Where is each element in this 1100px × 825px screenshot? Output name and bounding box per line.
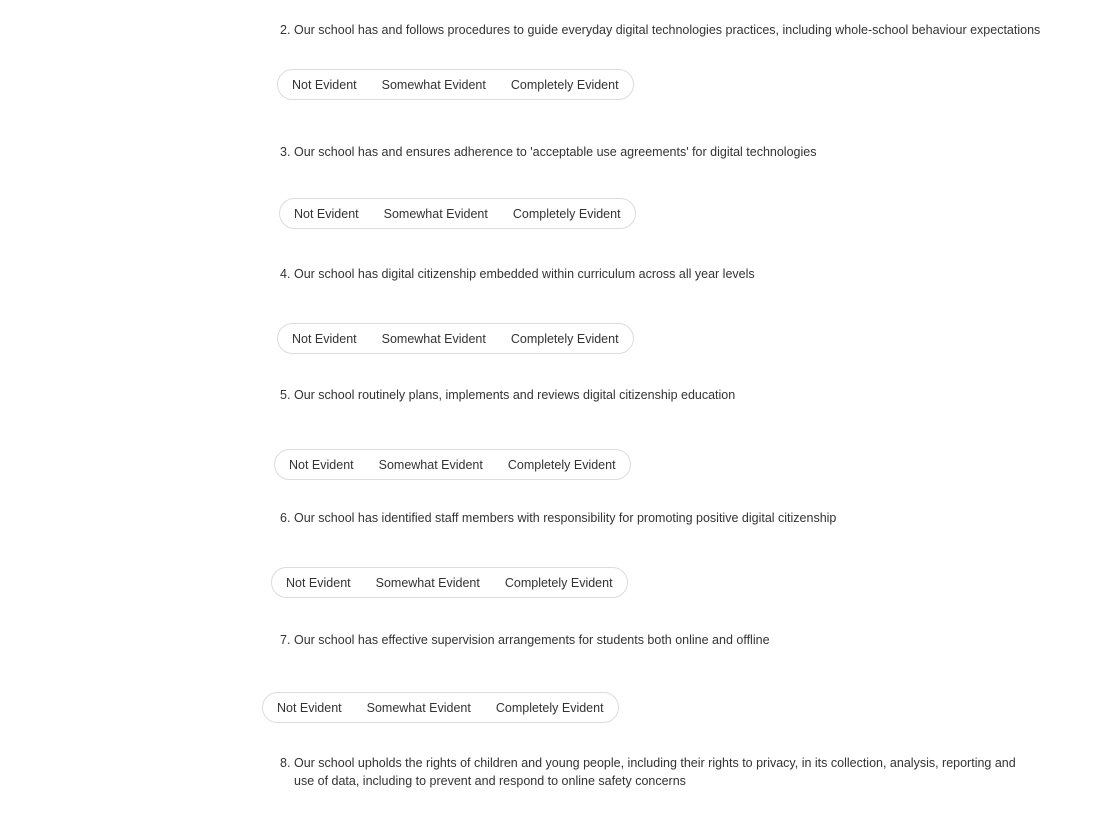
rating-group-q7 [262,692,619,723]
question-number: 4. [280,267,291,281]
question-text: Our school routinely plans, implements and reviews digital citizenship education [294,388,736,402]
question-text: Our school has digital citizenship embedded within curriculum across all year levels [294,267,755,281]
question-number: 3. [280,145,291,159]
option-not-evident[interactable]: Not Evident [289,457,354,472]
question-4 [280,265,1060,283]
question-text: Our school has effective supervision arrangements for students both online and offline [294,633,770,647]
rating-group-q3 [279,198,636,229]
question-text: Our school has and follows procedures to guide everyday digital technologies practices, including whole-school behaviour expectations [294,23,1041,37]
question-text: Our school has identified staff members with responsibility for promoting positive digital citizenship [294,511,837,525]
rating-group-q4 [277,323,634,354]
option-somewhat-evident[interactable]: Somewhat Evident [381,331,486,346]
option-completely-evident[interactable]: Completely Evident [504,575,613,590]
option-completely-evident[interactable]: Completely Evident [510,331,619,346]
question-6 [280,509,1060,527]
option-not-evident[interactable]: Not Evident [292,77,357,92]
option-not-evident[interactable]: Not Evident [286,575,351,590]
option-somewhat-evident[interactable]: Somewhat Evident [378,457,483,472]
question-number: 6. [280,511,291,525]
option-completely-evident[interactable]: Completely Evident [510,77,619,92]
question-number: 5. [280,388,291,402]
question-7 [280,631,1060,649]
option-completely-evident[interactable]: Completely Evident [495,700,604,715]
option-completely-evident[interactable]: Completely Evident [512,206,621,221]
option-completely-evident[interactable]: Completely Evident [507,457,616,472]
question-text: Our school upholds the rights of children and young people, including their rights to privacy, in its collection, analysis, reporting and use of data, including to prevent and respond to online safety concerns [294,756,1016,788]
option-not-evident[interactable]: Not Evident [294,206,359,221]
option-somewhat-evident[interactable]: Somewhat Evident [375,575,480,590]
question-8 [280,754,1030,790]
question-text: Our school has and ensures adherence to 'acceptable use agreements' for digital technologies [294,145,817,159]
question-3 [280,143,1060,161]
option-not-evident[interactable]: Not Evident [292,331,357,346]
rating-group-q6 [271,567,628,598]
option-somewhat-evident[interactable]: Somewhat Evident [366,700,471,715]
option-somewhat-evident[interactable]: Somewhat Evident [383,206,488,221]
option-somewhat-evident[interactable]: Somewhat Evident [381,77,486,92]
question-2 [280,21,1060,39]
question-5 [280,386,1060,404]
rating-group-q5 [274,449,631,480]
question-number: 2. [280,23,291,37]
option-not-evident[interactable]: Not Evident [277,700,342,715]
rating-group-q2 [277,69,634,100]
question-number: 7. [280,633,291,647]
question-number: 8. [280,756,291,770]
